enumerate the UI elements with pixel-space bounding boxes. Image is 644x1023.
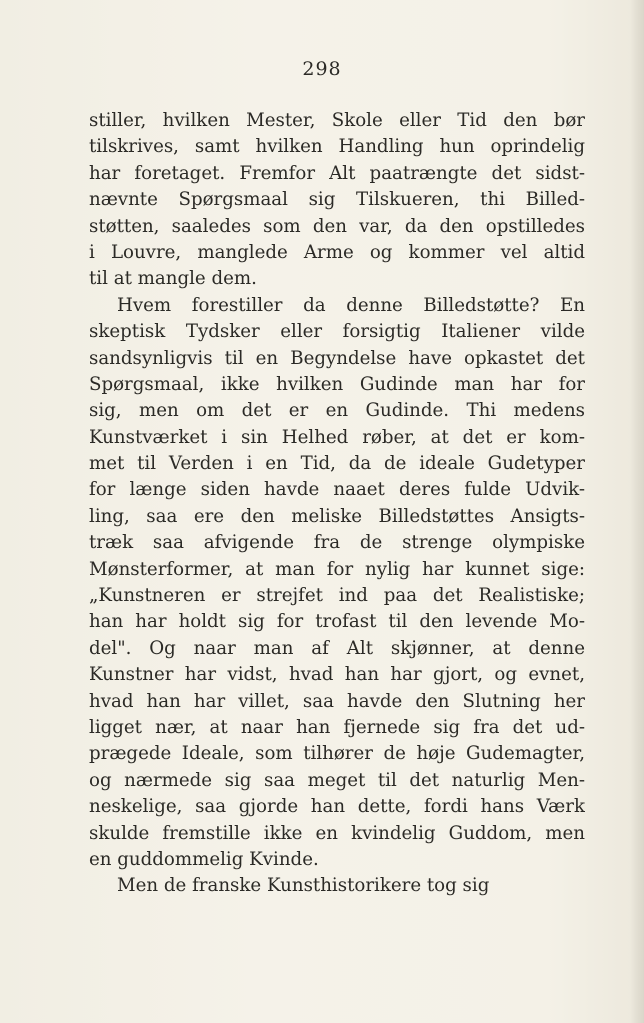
text-line: nævnte Spørgsmaal sig Tilskueren, thi Billed- [89, 189, 585, 211]
text-line: Hvem forestiller da denne Billedstøtte? En [117, 294, 585, 316]
text-line: Kunstner har vidst, hvad han har gjort, og evnet, [89, 664, 585, 686]
text-line: Men de franske Kunsthistorikere tog sig [117, 875, 490, 897]
text-line: træk saa afvigende fra de strenge olympiske [89, 532, 585, 554]
text-line: del". Og naar man af Alt skjønner, at denne [89, 637, 585, 659]
paragraph [89, 293, 585, 874]
text-line: prægede Ideale, som tilhører de høje Gudemagter, [89, 743, 585, 765]
text-line: ling, saa ere den meliske Billedstøttes Ansigts- [89, 505, 585, 527]
text-line: sig, men om det er en Gudinde. Thi medens [89, 400, 585, 422]
text-line: tilskrives, samt hvilken Handling hun oprindelig [89, 136, 585, 158]
text-line: neskelige, saa gjorde han dette, fordi hans Værk [89, 796, 585, 818]
page-edge-shadow [630, 0, 644, 1023]
body-text [89, 108, 585, 900]
text-line: ligget nær, at naar han fjernede sig fra det ud- [89, 716, 585, 738]
page-number: 298 [302, 58, 342, 80]
text-line: har foretaget. Fremfor Alt paatrængte det sidst- [89, 162, 585, 184]
text-line: støtten, saaledes som den var, da den opstilledes [89, 215, 585, 237]
text-line: Mønsterformer, at man for nylig har kunnet sige: [89, 558, 585, 580]
paragraph [89, 108, 585, 293]
text-line: skeptisk Tydsker eller forsigtig Italiener vilde [89, 321, 585, 343]
text-line: til at mangle dem. [89, 268, 257, 290]
text-line: han har holdt sig for trofast til den levende Mo- [89, 611, 585, 633]
text-line: hvad han har villet, saa havde den Slutning her [89, 690, 585, 712]
text-line: Spørgsmaal, ikke hvilken Gudinde man har for [89, 373, 585, 395]
paragraph [89, 873, 585, 899]
text-line: met til Verden i en Tid, da de ideale Gudetyper [89, 453, 585, 475]
text-line: og nærmede sig saa meget til det naturlig Men- [89, 769, 585, 791]
text-line: en guddommelig Kvinde. [89, 848, 319, 870]
text-line: skulde fremstille ikke en kvindelig Guddom, men [89, 822, 585, 844]
text-line: for længe siden havde naaet deres fulde Udvik- [89, 479, 585, 501]
text-line: Kunstværket i sin Helhed røber, at det er kom- [89, 426, 585, 448]
text-line: sandsynligvis til en Begyndelse have opkastet det [89, 347, 585, 369]
text-line: „Kunstneren er strejfet ind paa det Realistiske; [89, 585, 585, 607]
text-line: i Louvre, manglede Arme og kommer vel altid [89, 241, 585, 263]
text-line: stiller, hvilken Mester, Skole eller Tid den bør [89, 110, 585, 131]
